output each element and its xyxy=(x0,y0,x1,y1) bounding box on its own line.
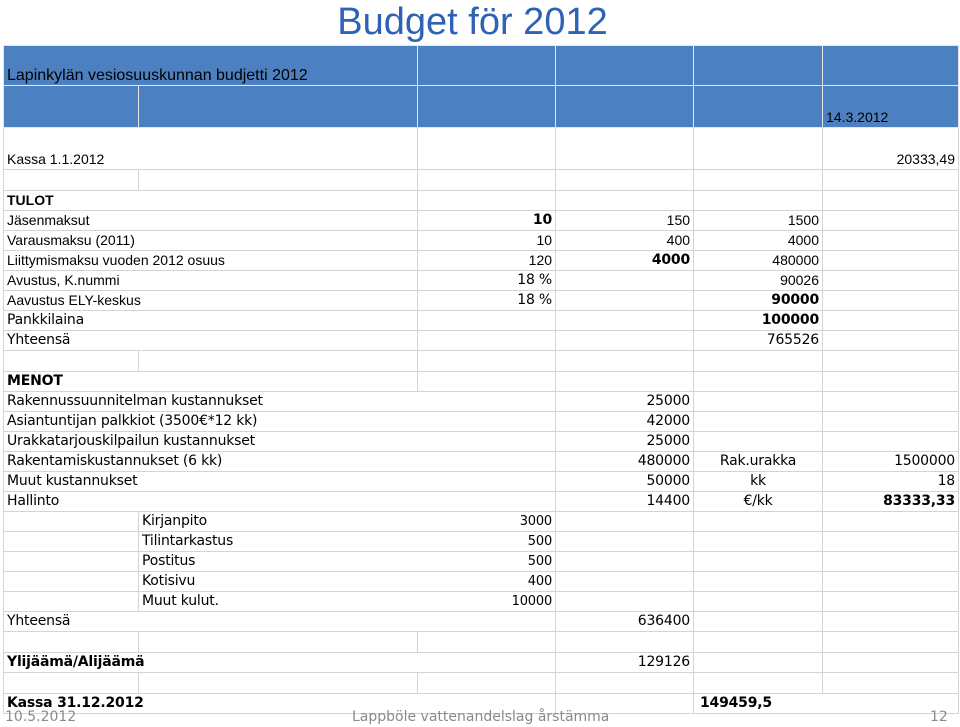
sheet-title: Lapinkylän vesiosuuskunnan budjetti 2012 xyxy=(4,46,418,86)
table-row: Avustus, K.nummi 18 % 90026 xyxy=(4,271,959,291)
kassa-end-row: Kassa 31.12.2012 149459,5 xyxy=(4,694,959,714)
table-row: Rakentamiskustannukset (6 kk) 480000 Rak.urakka 1500000 xyxy=(4,452,959,472)
hallinto-item-value: 400 xyxy=(527,574,553,589)
kassa-start-row xyxy=(4,128,959,170)
footer-date: 10.5.2012 xyxy=(5,709,77,725)
tulot-heading: TULOT xyxy=(4,191,418,211)
footer-title: Lappböle vattenandelslag årstämma xyxy=(352,709,610,725)
list-item: Muut kulut. 10000 xyxy=(4,592,959,612)
hallinto-item-value: 3000 xyxy=(519,514,553,529)
tulot-total-row: Yhteensä 765526 xyxy=(4,331,959,351)
kassa-start-label: Kassa 1.1.2012 xyxy=(4,128,418,170)
table-row: Pankkilaina 100000 xyxy=(4,311,959,331)
date-row xyxy=(4,86,959,128)
hallinto-item-value: 10000 xyxy=(511,594,553,609)
footer-page-number: 12 xyxy=(930,709,948,725)
sheet-date: 14.3.2012 xyxy=(823,86,959,128)
hallinto-item-value: 500 xyxy=(527,534,553,549)
table-row: Urakkatarjouskilpailun kustannukset 25000 xyxy=(4,432,959,452)
list-item: Tilintarkastus 500 xyxy=(4,532,959,552)
sheet-header-row xyxy=(4,46,959,86)
kassa-start-value: 20333,49 xyxy=(823,128,959,170)
table-row: Asiantuntijan palkkiot (3500€*12 kk) 42000 xyxy=(4,412,959,432)
menot-heading-row xyxy=(4,372,959,392)
slide-title: Budget för 2012 xyxy=(337,1,608,43)
table-row: Hallinto 14400 €/kk 83333,33 xyxy=(4,492,959,512)
tulot-heading-row xyxy=(4,191,959,211)
menot-total-row: Yhteensä 636400 xyxy=(4,612,959,632)
table-row: Muut kustannukset 50000 kk 18 xyxy=(4,472,959,492)
hallinto-item-value: 500 xyxy=(527,554,553,569)
list-item: Postitus 500 xyxy=(4,552,959,572)
budget-sheet xyxy=(3,45,959,714)
menot-heading: MENOT xyxy=(4,372,418,392)
slide-footer xyxy=(0,708,960,727)
table-row: Jäsenmaksut 10 150 1500 xyxy=(4,211,959,231)
table-row: Rakennussuunnitelman kustannukset 25000 xyxy=(4,392,959,412)
table-row: Varausmaksu (2011) 10 400 4000 xyxy=(4,231,959,251)
list-item: Kirjanpito 3000 xyxy=(4,512,959,532)
list-item: Kotisivu 400 xyxy=(4,572,959,592)
table-row: Liittymismaksu vuoden 2012 osuus 120 4000 480000 xyxy=(4,251,959,271)
ylijaama-row: Ylijäämä/Alijäämä 129126 xyxy=(4,653,959,673)
table-row: Aavustus ELY-keskus 18 % 90000 xyxy=(4,291,959,311)
